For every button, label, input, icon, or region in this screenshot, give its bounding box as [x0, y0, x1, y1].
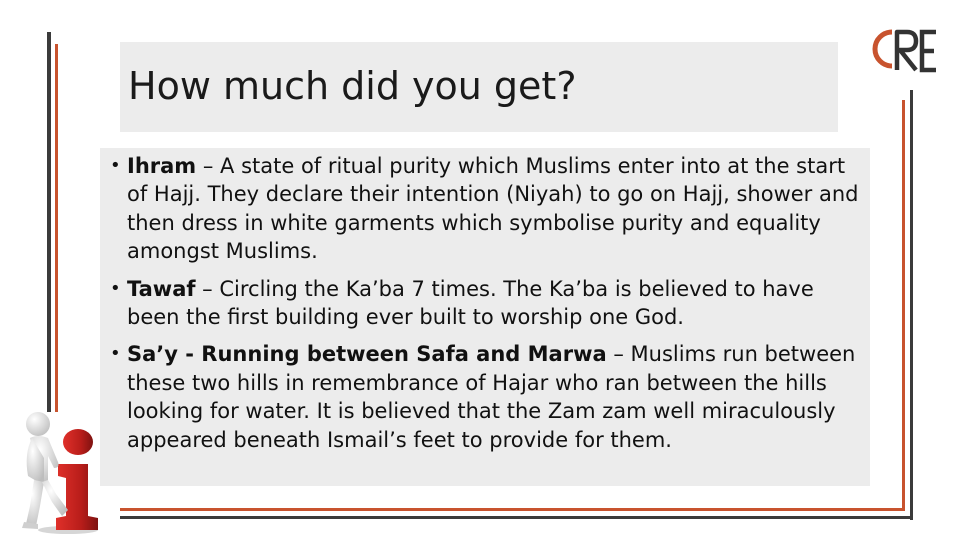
bullet-term: Sa’y - Running between Safa and Marwa — [127, 342, 607, 367]
slide-title: How much did you get? — [128, 64, 577, 108]
cre-logo-icon — [870, 24, 940, 74]
bullet-dot-icon: • — [110, 343, 121, 365]
bullet-text: Circling the Ka’ba 7 times. The Ka’ba is believed to have been the first building ever built to worship one God. — [127, 276, 814, 330]
bullet-item — [110, 340, 864, 454]
frame-line-right-accent — [902, 100, 905, 510]
person-leaning-on-info-i-icon — [8, 398, 102, 536]
bullet-dot-icon: • — [110, 155, 121, 176]
bullet-item — [110, 275, 864, 332]
content-box — [100, 148, 870, 486]
title-box — [120, 42, 838, 132]
bullet-term: Tawaf — [127, 276, 196, 301]
bullet-text: Muslims run between these two hills in remembrance of Hajar who ran between the hills looking for water. It is believed that the Zam zam well miraculously appeared beneath Ismail’s feet to provide for them. — [127, 342, 856, 452]
frame-line-left — [47, 32, 51, 412]
frame-line-bottom-accent — [120, 508, 905, 511]
bullet-item — [110, 152, 864, 266]
bullet-separator: – — [606, 342, 631, 367]
frame-line-bottom — [120, 516, 913, 519]
bullet-term: Ihram — [127, 154, 197, 178]
bullet-dot-icon: • — [110, 277, 121, 299]
frame-line-right — [910, 90, 913, 520]
bullet-text: A state of ritual purity which Muslims enter into at the start of Hajj. They declare their intention (Niyah) to go on Hajj, shower and then dress in white garments which symbolise purity and equality amongst Muslims. — [127, 154, 859, 264]
bullet-separator: – — [195, 276, 220, 301]
frame-line-left-accent — [55, 44, 58, 412]
bullet-list — [110, 152, 864, 463]
bullet-separator: – — [196, 154, 221, 178]
